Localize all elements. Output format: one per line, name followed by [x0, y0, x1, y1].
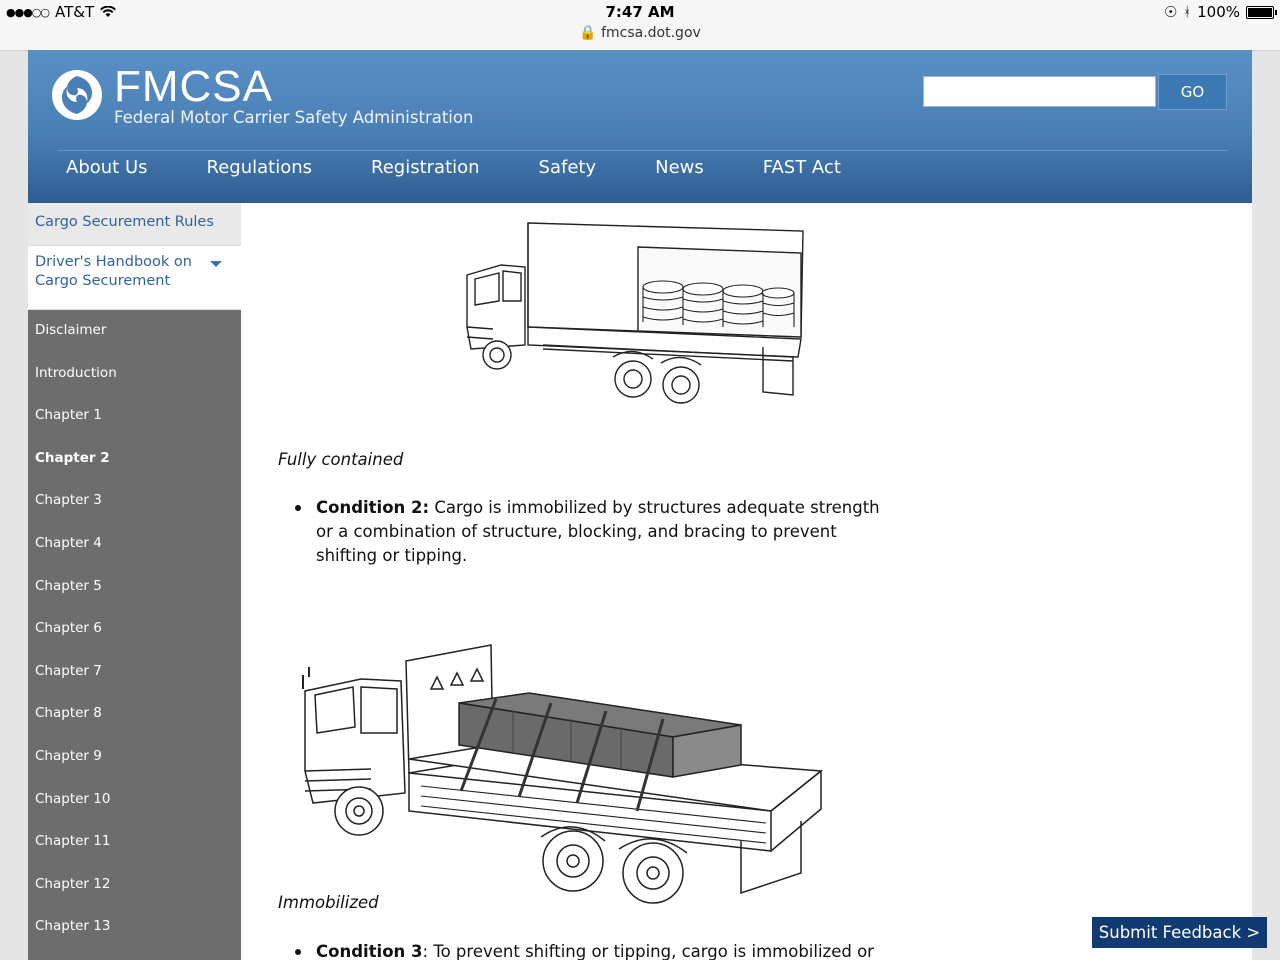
sidebar-item-chapter-10[interactable]: Chapter 10	[35, 790, 111, 807]
orientation-lock-icon: ☉	[1163, 3, 1178, 21]
site-header	[28, 50, 1252, 204]
clock: 7:47 AM	[605, 3, 675, 21]
nav-news[interactable]: News	[655, 157, 704, 178]
battery-percent: 100%	[1197, 3, 1240, 21]
sidebar-item-chapter-3[interactable]: Chapter 3	[35, 492, 102, 509]
battery-icon	[1246, 6, 1274, 19]
main-nav	[66, 156, 900, 192]
truck-immobilized-illustration	[301, 641, 826, 909]
lock-icon: 🔒	[579, 25, 597, 41]
sidebar-item-introduction[interactable]: Introduction	[35, 364, 117, 381]
chevron-down-icon[interactable]	[210, 261, 222, 267]
status-right	[1164, 3, 1274, 21]
nav-regulations[interactable]: Regulations	[206, 157, 312, 178]
sidebar	[28, 203, 241, 960]
signal-icon: ●●●○○	[6, 5, 49, 19]
address-bar[interactable]	[0, 25, 1280, 41]
sidebar-item-chapter-8[interactable]: Chapter 8	[35, 705, 102, 722]
figure-caption-immobilized: Immobilized	[278, 893, 379, 912]
sidebar-item-chapter-4[interactable]: Chapter 4	[35, 534, 102, 551]
bluetooth-icon: ᚼ	[1183, 4, 1192, 20]
nav-fast-act[interactable]: FAST Act	[762, 157, 841, 178]
bullet-icon	[295, 949, 301, 955]
condition-2-text: Cargo is immobilized by structures adequate strength or a combination of structure, blocking, and bracing to prevent shifting or tipping.	[316, 498, 880, 565]
main-content	[241, 203, 1252, 960]
site-subtitle: Federal Motor Carrier Safety Administration	[114, 108, 474, 127]
nav-registration[interactable]: Registration	[371, 157, 480, 178]
sidebar-item-chapter-1[interactable]: Chapter 1	[35, 407, 102, 424]
bullet-icon	[295, 505, 301, 511]
sidebar-item-chapter-13[interactable]: Chapter 13	[35, 918, 111, 935]
nav-about-us[interactable]: About Us	[66, 157, 148, 178]
url-text: fmcsa.dot.gov	[601, 25, 701, 41]
sidebar-item-chapter-6[interactable]: Chapter 6	[35, 620, 102, 637]
sidebar-item-chapter-5[interactable]: Chapter 5	[35, 577, 102, 594]
sidebar-item-chapter-9[interactable]: Chapter 9	[35, 747, 102, 764]
condition-3-label: Condition 3	[316, 942, 423, 960]
page	[28, 50, 1252, 960]
condition-3-item	[316, 940, 886, 960]
sidebar-item-chapter-12[interactable]: Chapter 12	[35, 875, 111, 892]
sidebar-item-chapter-7[interactable]: Chapter 7	[35, 662, 102, 679]
sidebar-item-disclaimer[interactable]: Disclaimer	[35, 322, 107, 338]
figure-caption-fully-contained: Fully contained	[278, 450, 404, 469]
fmcsa-logo-icon[interactable]	[52, 70, 102, 120]
carrier-label: AT&T	[55, 3, 95, 21]
sidebar-item-chapter-2[interactable]: Chapter 2	[35, 449, 110, 466]
truck-fully-contained-illustration	[463, 217, 807, 417]
sidebar-item-chapter-11[interactable]: Chapter 11	[35, 833, 111, 850]
site-title[interactable]: FMCSA	[114, 62, 273, 111]
header-divider	[58, 150, 1228, 151]
status-bar	[0, 0, 1280, 51]
nav-safety[interactable]: Safety	[538, 157, 597, 178]
condition-2-label: Condition 2:	[316, 498, 430, 517]
search-go-button[interactable]: GO	[1158, 74, 1227, 110]
sidebar-item-cargo-securement-rules[interactable]: Cargo Securement Rules	[28, 203, 241, 246]
search-input[interactable]	[923, 76, 1156, 107]
condition-2-item	[316, 496, 886, 568]
condition-3-text: : To prevent shifting or tipping, cargo is immobilized or	[422, 942, 874, 960]
submit-feedback-button[interactable]: Submit Feedback >	[1092, 917, 1267, 948]
sidebar-item-label: Driver's Handbook on Cargo Securement	[35, 254, 192, 289]
sidebar-item-drivers-handbook[interactable]	[28, 246, 241, 310]
